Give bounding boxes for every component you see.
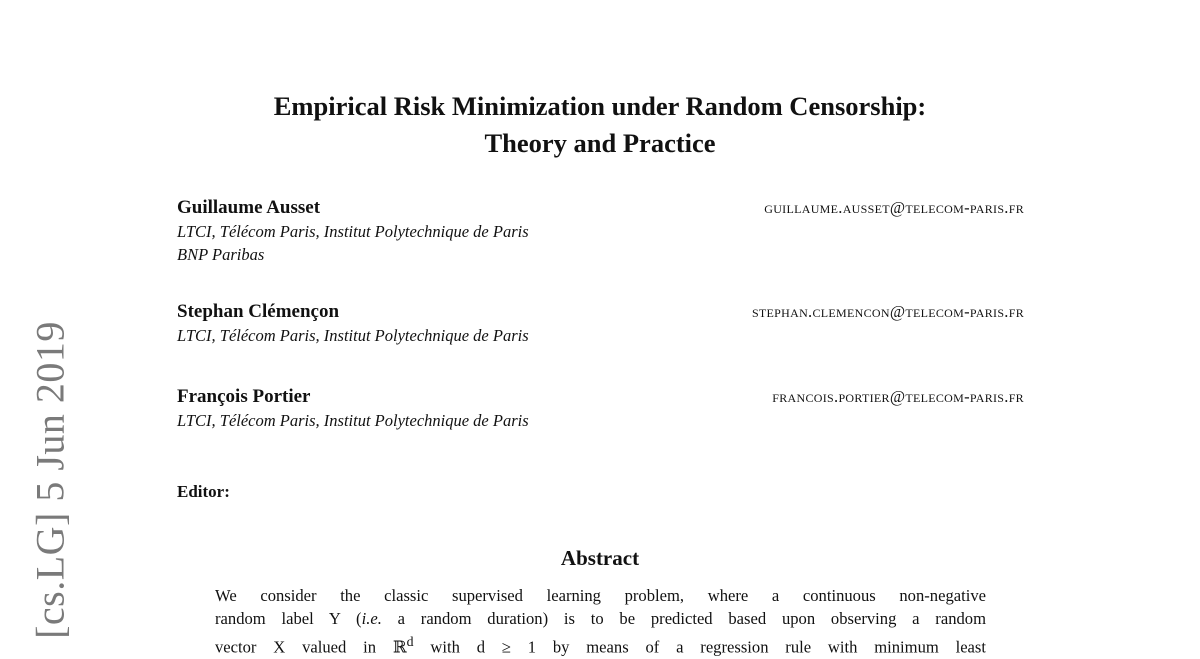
abstract-body [215, 584, 986, 659]
abstract-text: with d ≥ 1 by means of a regression rule with minimum least [413, 637, 986, 657]
author-name: François Portier [177, 386, 311, 407]
paper-title [0, 88, 1200, 162]
abstract-italic-text: i.e. [361, 609, 382, 628]
author-block-1 [177, 196, 1024, 266]
arxiv-stamp: [cs.LG] 5 Jun 2019 [27, 321, 73, 639]
author-email[interactable]: francois.portier@telecom-paris.fr [772, 387, 1024, 406]
author-block-3 [177, 385, 1024, 432]
author-block-2 [177, 300, 1024, 347]
author-affiliation: BNP Paribas [177, 245, 265, 264]
editor-label: Editor: [177, 482, 230, 501]
abstract-text: a random duration) is to be predicted based upon observing a random [381, 609, 986, 628]
abstract-superscript: d [406, 634, 414, 649]
author-email[interactable]: guillaume.ausset@telecom-paris.fr [764, 198, 1024, 217]
abstract-text: random label Y ( [215, 609, 362, 628]
abstract-heading: Abstract [560, 546, 640, 570]
abstract-line: We consider the classic supervised learning problem, where a continuous non-negative [215, 586, 986, 605]
title-line-1: Empirical Risk Minimization under Random Censorship: [273, 91, 927, 121]
abstract-line [215, 607, 986, 630]
abstract-line [215, 630, 986, 659]
abstract-text: vector X valued in ℝ [215, 637, 407, 657]
author-email[interactable]: stephan.clemencon@telecom-paris.fr [751, 302, 1024, 321]
author-affiliation: LTCI, Télécom Paris, Institut Polytechnique de Paris [177, 326, 529, 345]
author-affiliation: LTCI, Télécom Paris, Institut Polytechnique de Paris [177, 411, 529, 430]
author-affiliation: LTCI, Télécom Paris, Institut Polytechnique de Paris [177, 222, 529, 241]
author-name: Stephan Clémençon [177, 301, 340, 322]
author-name: Guillaume Ausset [177, 197, 321, 218]
title-line-2: Theory and Practice [484, 128, 716, 158]
